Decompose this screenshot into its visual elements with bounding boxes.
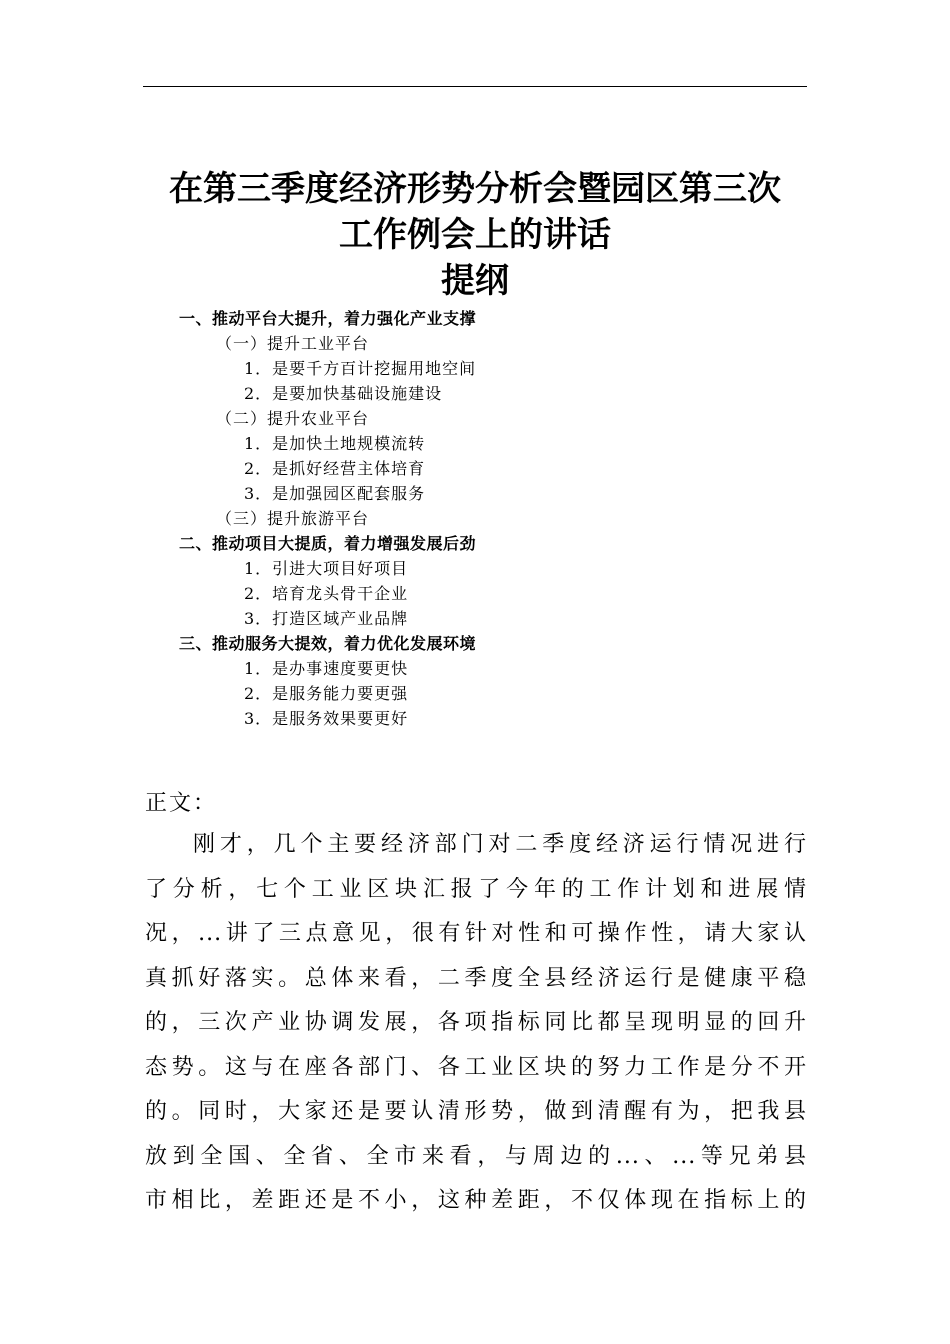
title-line-3: 提纲 <box>441 261 509 301</box>
outline-point: 1．是办事速度要更快 <box>244 659 409 678</box>
body-line: 了分析，七个工业区块汇报了今年的工作计划和进展情 <box>145 876 807 902</box>
outline-point: 3．是加强园区配套服务 <box>244 484 426 503</box>
body-paragraph <box>145 823 807 1224</box>
outline-subheading: （一）提升工业平台 <box>216 334 370 353</box>
document-title <box>143 166 807 304</box>
body-line: 真抓好落实。总体来看，二季度全县经济运行是健康平稳 <box>145 965 807 991</box>
outline-subheading: （二）提升农业平台 <box>216 409 370 428</box>
body-line: 态势。这与在座各部门、各工业区块的努力工作是分不开 <box>145 1054 807 1080</box>
body-line: 的，三次产业协调发展，各项指标同比都呈现明显的回升 <box>145 1010 807 1035</box>
outline-point: 3．打造区域产业品牌 <box>244 609 409 628</box>
body-label: 正文： <box>145 791 218 816</box>
body-line: 刚才，几个主要经济部门对二季度经济运行情况进行 <box>193 832 807 857</box>
header-rule <box>143 86 807 87</box>
outline-heading-1: 一、推动平台大提升，着力强化产业支撑 <box>179 309 477 328</box>
outline-heading-2: 二、推动项目大提质，着力增强发展后劲 <box>179 534 477 553</box>
outline-point: 2．是服务能力要更强 <box>244 684 409 703</box>
outline-point: 2．是要加快基础设施建设 <box>244 384 443 403</box>
body-line: 市相比，差距还是不小，这种差距，不仅体现在指标上的 <box>145 1188 807 1213</box>
body-line: 的。同时，大家还是要认清形势，做到清醒有为，把我县 <box>145 1099 807 1124</box>
outline-point: 3．是服务效果要更好 <box>244 709 409 728</box>
outline-point: 2．是抓好经营主体培育 <box>244 459 426 478</box>
title-line-2: 工作例会上的讲话 <box>339 215 611 255</box>
body-line: 况，...讲了三点意见，很有针对性和可操作性，请大家认 <box>145 921 807 946</box>
outline-point: 1．是要千方百计挖掘用地空间 <box>244 359 477 378</box>
body-line: 放到全国、全省、全市来看，与周边的...、...等兄弟县 <box>145 1143 807 1169</box>
outline-point: 1．引进大项目好项目 <box>244 559 409 578</box>
outline-point: 1．是加快土地规模流转 <box>244 434 426 453</box>
outline-heading-3: 三、推动服务大提效，着力优化发展环境 <box>179 634 477 653</box>
outline-point: 2．培育龙头骨干企业 <box>244 584 409 603</box>
outline-subheading: （三）提升旅游平台 <box>216 509 370 528</box>
title-line-1: 在第三季度经济形势分析会暨园区第三次 <box>169 169 781 209</box>
